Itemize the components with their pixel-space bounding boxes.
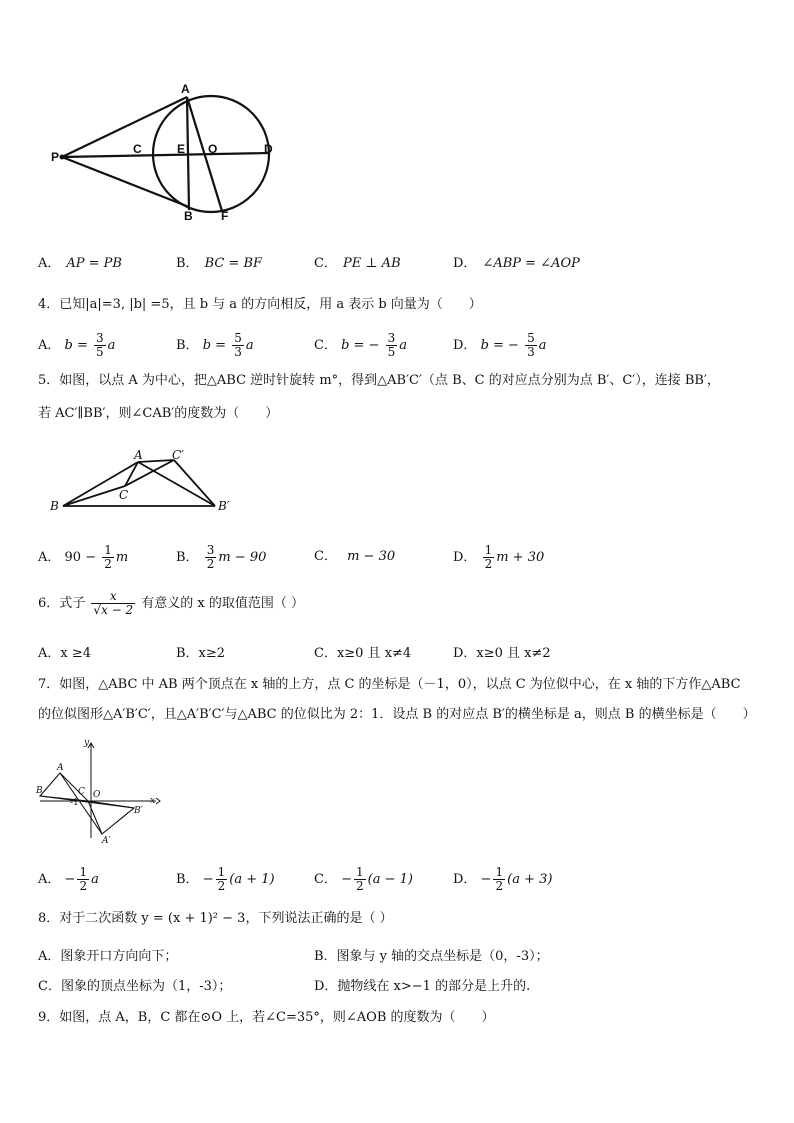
label-b: B — [36, 786, 43, 796]
chord-ab — [187, 97, 189, 210]
expr-pre: 90 − — [64, 550, 97, 565]
label-c: C — [78, 787, 85, 797]
label-y: y — [84, 738, 90, 748]
q8-option-a[interactable]: A．图象开口方向向下； — [38, 949, 178, 964]
vector-var: a — [399, 338, 408, 353]
label-b-prime: B′ — [134, 806, 143, 816]
fraction: $\frac{1}{2}$ — [356, 865, 364, 893]
option-text: ∠ABP = ∠AOP — [482, 256, 580, 271]
q5-stem-line2: 若 AC′∥BB′，则∠CAB′的度数为（ ） — [38, 406, 279, 421]
vector-var: a — [245, 338, 254, 353]
option-text: AP = PB — [66, 256, 122, 271]
option-letter: D． — [453, 256, 477, 271]
expr-post: m − 90 — [218, 550, 267, 565]
q5-option-b[interactable] — [176, 544, 266, 571]
option-letter: D． — [453, 338, 477, 353]
fraction: $\frac{x}{√x - 2}$ — [93, 589, 134, 617]
label-p: P — [51, 150, 60, 164]
fraction: $\frac{1}{2}$ — [104, 543, 112, 571]
fraction: $\frac{1}{2}$ — [79, 865, 88, 893]
stem-post: 有意义的 x 的取值范围（ ） — [141, 596, 305, 611]
option-letter: A． — [38, 872, 61, 887]
q5-option-d[interactable] — [453, 544, 544, 571]
expr-pre: m − 30 — [347, 549, 396, 564]
fraction: $\frac{3}{2}$ — [206, 543, 215, 571]
expr: a — [91, 872, 99, 887]
q6-option-d[interactable]: D．x≥0 且 x≠2 — [453, 646, 551, 661]
q3-option-d[interactable] — [453, 255, 580, 273]
label-c-prime: C′ — [172, 448, 184, 462]
option-letter: A． — [38, 338, 61, 353]
option-letter: D． — [453, 550, 477, 565]
fraction: $\frac{1}{2}$ — [217, 865, 226, 893]
label-c: C — [133, 142, 142, 156]
label-a-prime: A′ — [102, 836, 111, 846]
label-x: x — [150, 796, 156, 806]
q7-stem-line1: 7．如图，△ABC 中 AB 两个顶点在 x 轴的上方，点 C 的坐标是（－1，0），以点 C 为位似中心，在 x 轴的下方作△ABC — [38, 677, 741, 692]
expr: (a + 3) — [507, 872, 553, 887]
fraction: $\frac{3}{5}$ — [96, 331, 104, 359]
q8-option-c[interactable]: C．图象的顶点坐标为（1，-3）； — [38, 979, 232, 994]
homothety-coordinate-figure — [36, 738, 166, 848]
label-a: A — [134, 448, 143, 462]
tangent-pb — [62, 157, 189, 207]
expr: (a − 1) — [367, 872, 413, 887]
q6-option-c[interactable]: C．x≥0 且 x≠4 — [314, 646, 412, 661]
q8-stem: 8．对于二次函数 y = (x + 1)² − 3，下列说法正确的是（ ） — [38, 911, 393, 926]
label-e: E — [177, 142, 186, 156]
fraction: $\frac{3}{5}$ — [387, 331, 396, 359]
vector-lhs: b = − — [480, 338, 519, 353]
option-letter: B． — [176, 338, 199, 353]
q4-option-b[interactable] — [176, 332, 254, 359]
q3-option-c[interactable] — [314, 255, 401, 273]
label-b: B — [50, 499, 59, 513]
option-letter: C． — [314, 549, 337, 564]
stem-pre: 6．式子 — [38, 596, 86, 611]
q6-stem — [38, 590, 304, 617]
label-c: C — [119, 488, 129, 502]
expr: (a + 1) — [229, 872, 275, 887]
vector-var: a — [107, 338, 116, 353]
q8-option-b[interactable]: B．图象与 y 轴的交点坐标是（0，-3）； — [314, 949, 549, 964]
expr-post: m — [115, 550, 129, 565]
option-letter: B． — [176, 872, 199, 887]
label-b: B — [184, 209, 193, 223]
q6-option-a[interactable]: A．x ≥4 — [38, 646, 92, 661]
label-b-prime: B′ — [218, 499, 230, 513]
q3-option-a[interactable] — [38, 255, 122, 273]
label-f: F — [221, 209, 229, 223]
fraction: $\frac{1}{2}$ — [495, 865, 504, 893]
q5-stem-line1: 5．如图，以点 A 为中心，把△ABC 逆时针旋转 m°，得到△AB′C′（点 B、C 的对应点分别为点 B′、C′），连接 BB′， — [38, 373, 720, 388]
q5-option-c[interactable] — [314, 548, 395, 566]
circle-tangent-figure — [40, 80, 300, 230]
option-letter: C． — [314, 338, 337, 353]
option-text: BC = BF — [204, 256, 263, 271]
q3-option-b[interactable] — [176, 255, 262, 273]
q7-option-c[interactable]: C． − $\frac{1}{2}$ (a − 1) — [314, 865, 413, 893]
expr-post: m + 30 — [496, 550, 545, 565]
q4-option-c[interactable] — [314, 332, 407, 359]
q4-stem: 4．已知|a|=3, |b| =5，且 b 与 a 的方向相反，用 a 表示 b 向量为（ ） — [38, 297, 482, 312]
rotation-triangle-figure — [55, 448, 245, 518]
label-a: A — [57, 763, 64, 773]
option-letter: A． — [38, 550, 61, 565]
option-letter: B． — [176, 550, 199, 565]
q6-option-b[interactable]: B．x≥2 — [176, 646, 226, 661]
tangent-pa — [62, 97, 187, 157]
option-letter: B． — [176, 256, 199, 271]
q7-stem-line2: 的位似图形△A′B′C′，且△A′B′C′与△ABC 的位似比为 2：1．设点 B 的对应点 B′的横坐标是 a，则点 B 的横坐标是（ ） — [38, 707, 756, 722]
vector-lhs: b = — [64, 338, 88, 353]
option-letter: A． — [38, 256, 61, 271]
q7-option-b[interactable]: B． − $\frac{1}{2}$ (a + 1) — [176, 865, 275, 893]
option-letter: D． — [453, 872, 477, 887]
option-text: PE ⊥ AB — [342, 256, 401, 271]
fraction: $\frac{5}{3}$ — [234, 331, 242, 359]
fraction: $\frac{1}{2}$ — [484, 543, 493, 571]
vector-lhs: b = — [202, 338, 227, 353]
label-minus-one: -1 — [70, 798, 79, 808]
vector-lhs: b = − — [341, 338, 380, 353]
q5-option-a[interactable] — [38, 544, 128, 571]
label-o: O — [208, 142, 218, 156]
label-a: A — [181, 82, 190, 96]
vector-var: a — [538, 338, 547, 353]
q7-option-a[interactable]: A． − $\frac{1}{2}$ a — [38, 865, 99, 893]
fraction: $\frac{5}{3}$ — [527, 331, 535, 359]
q7-option-d[interactable]: D． − $\frac{1}{2}$ (a + 3) — [453, 865, 553, 893]
q9-stem: 9．如图，点 A，B，C 都在⊙O 上，若∠C=35°，则∠AOB 的度数为（ ） — [38, 1010, 495, 1025]
label-d: D — [264, 142, 273, 156]
option-letter: C． — [314, 256, 337, 271]
q8-option-d[interactable]: D．抛物线在 x>−1 的部分是上升的. — [314, 979, 531, 994]
label-o: O — [93, 790, 101, 800]
option-letter: C． — [314, 872, 337, 887]
q4-option-a[interactable] — [38, 332, 115, 359]
line-pd — [62, 153, 269, 157]
q4-option-d[interactable] — [453, 332, 547, 359]
